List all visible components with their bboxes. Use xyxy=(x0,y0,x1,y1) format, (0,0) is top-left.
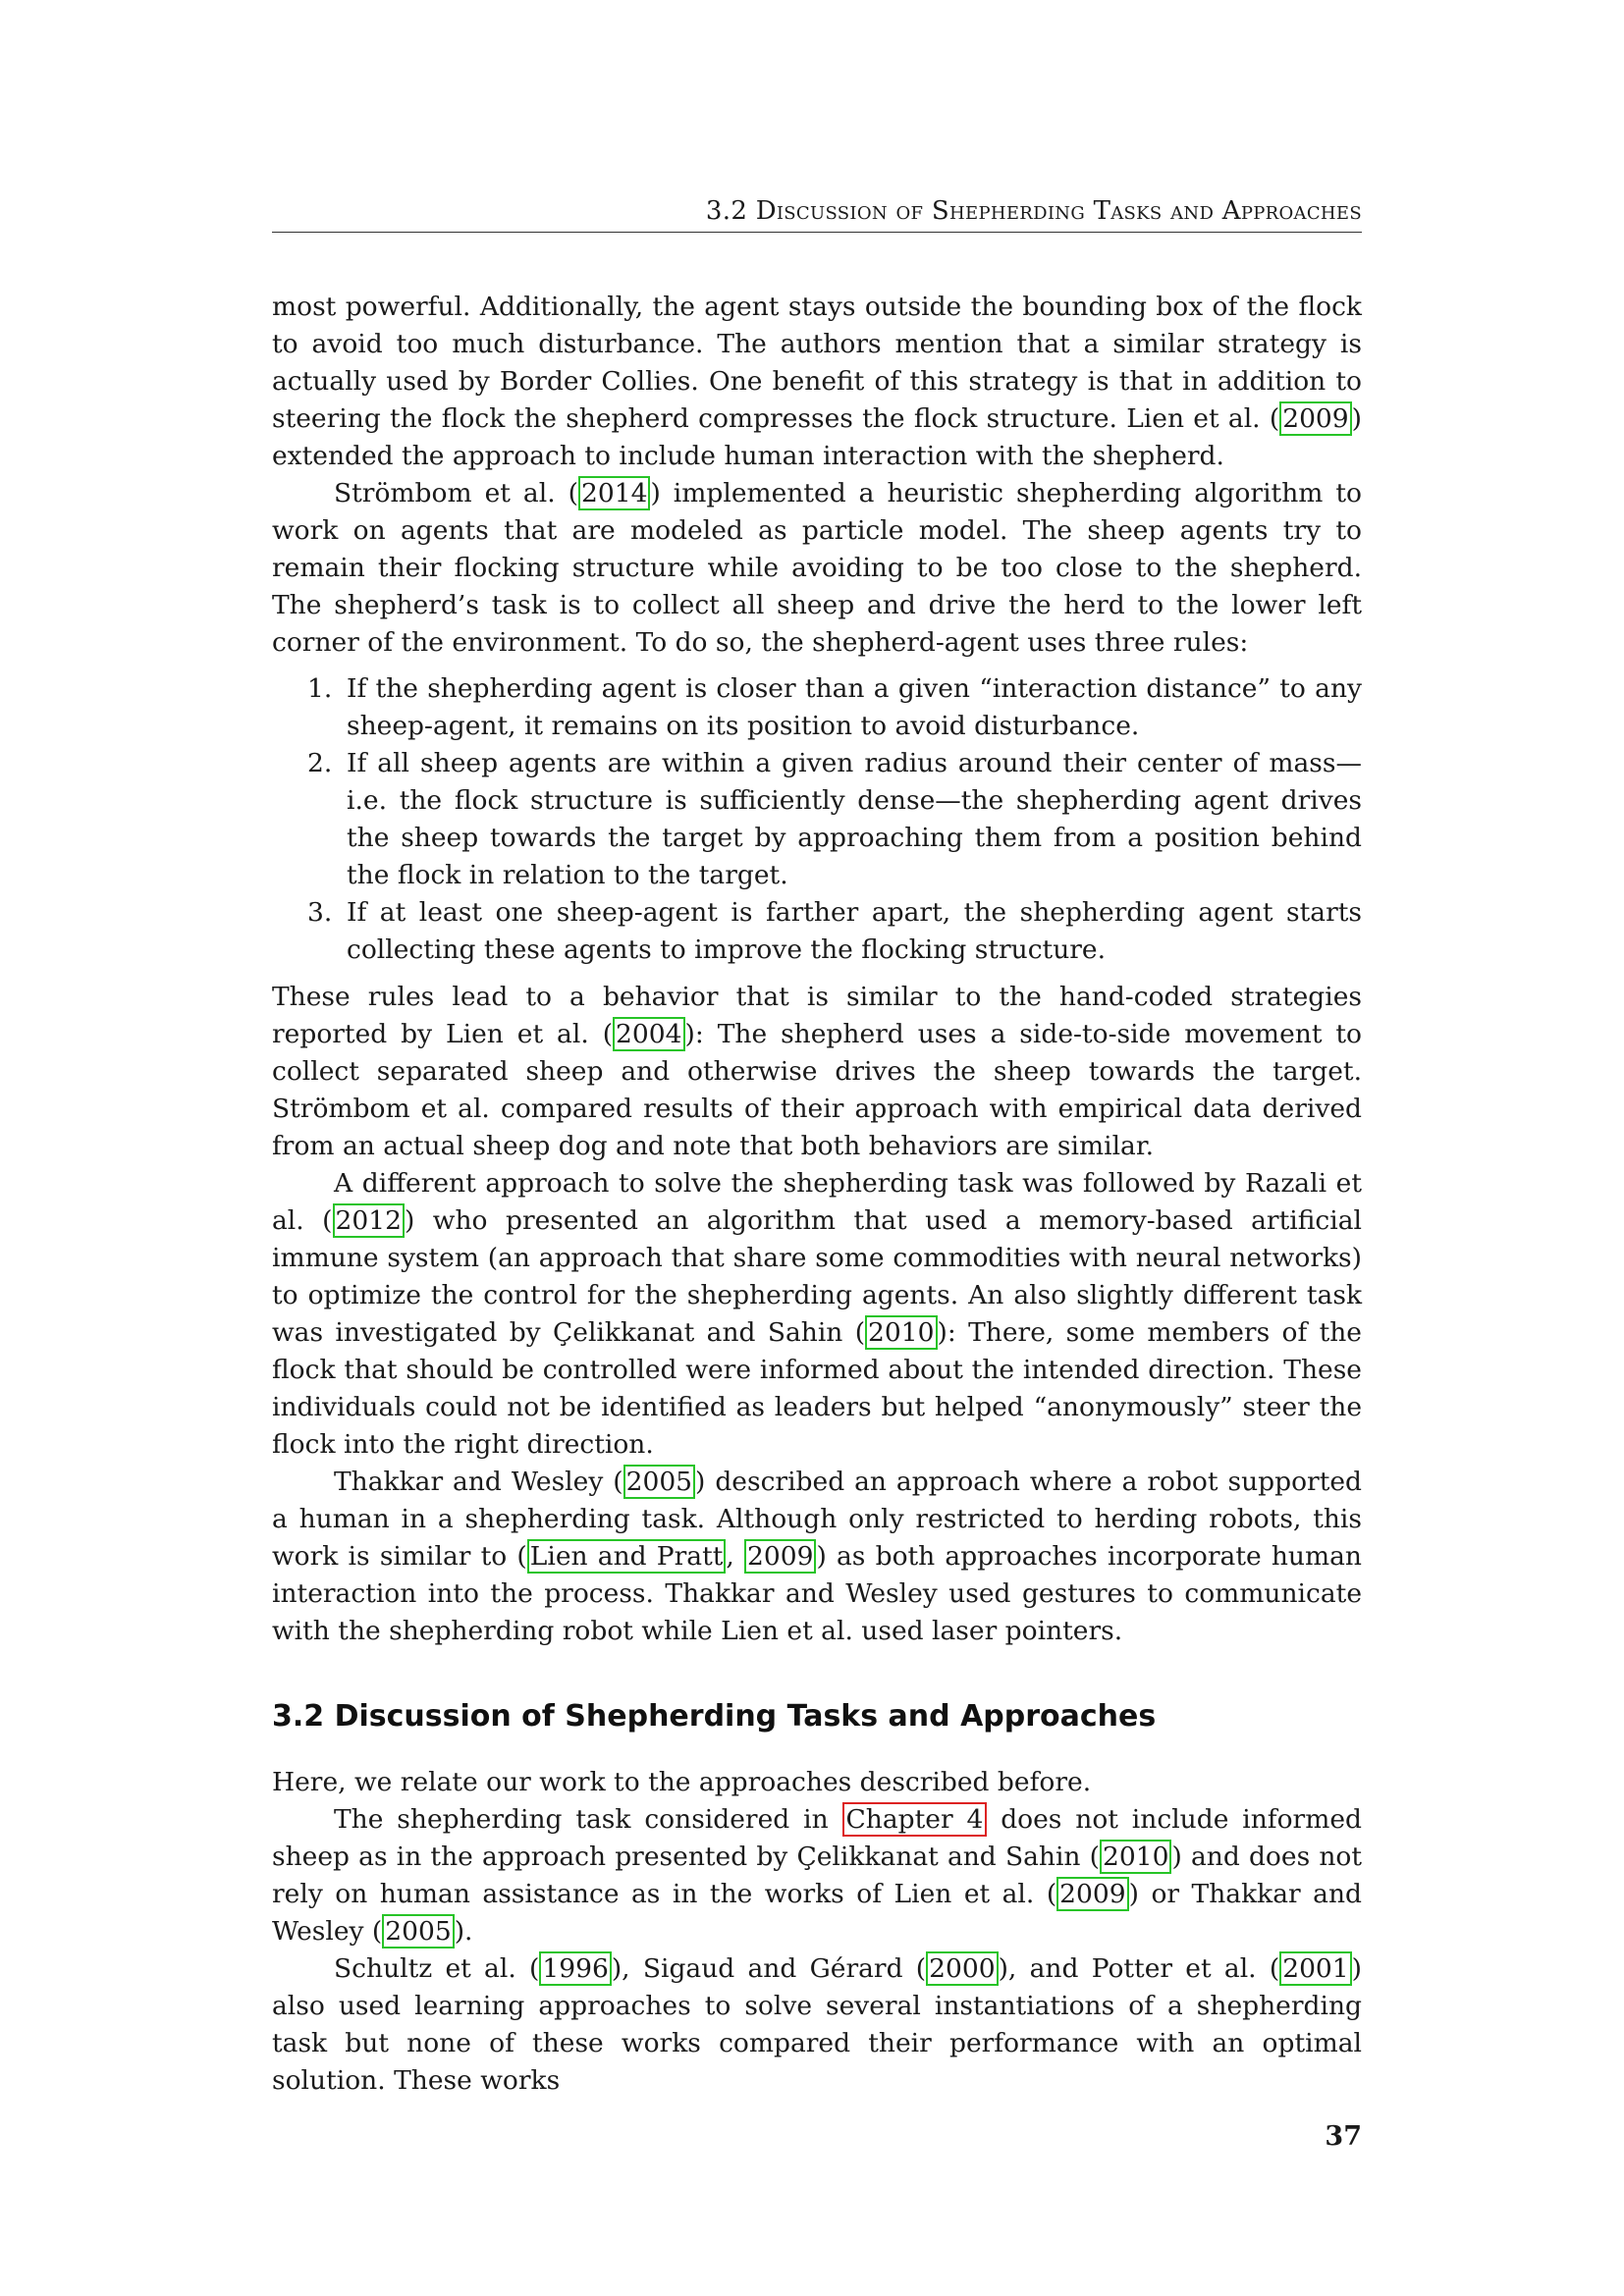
list-item-text: If at least one sheep-agent is farther apart, the shepherding agent starts collecting these agents to improve the flocking structure. xyxy=(347,897,1362,965)
list-item xyxy=(272,745,1362,894)
running-header xyxy=(272,192,1362,233)
paragraph: Schultz et al. ( 1996 ), Sigaud and Gérard ( 2000 ), and Potter et al. ( 2001 ) also used learning approaches to solve several instantiations of a shepherding task but none of these works compared their performance with an optimal solution. These works xyxy=(272,1953,1362,2096)
citation-link[interactable]: 2010 xyxy=(865,1315,937,1350)
list-item xyxy=(272,894,1362,969)
citation-link[interactable]: 2001 xyxy=(1279,1951,1351,1986)
paragraph: The shepherding task considered in Chapter 4 does not include informed sheep as in the approach presented by Çelikkanat and Sahin ( 2010 ) and does not rely on human assistance as in the works of Lien et al. ( 2009 ) or Thakkar and Wesley ( 2005 ). xyxy=(272,1804,1363,1947)
page-body xyxy=(272,289,1362,2100)
rules-list xyxy=(272,670,1362,969)
section-heading: 3.2 Discussion of Shepherding Tasks and Approaches xyxy=(272,1699,1157,1734)
list-item xyxy=(272,670,1362,745)
paragraph: These rules lead to a behavior that is similar to the hand-coded strategies reported by Lien et al. ( 2004 ): The shepherd uses a side-to-side movement to collect separated sheep and otherwise drives the sheep towards the target. Strömbom et al. compared results of their approach with empirical data derived from an actual sheep dog and note that both behaviors are similar. xyxy=(272,982,1363,1161)
citation-link[interactable]: 2005 xyxy=(623,1465,695,1499)
chapter-cross-reference-link[interactable]: Chapter 4 xyxy=(842,1802,988,1837)
paragraph: Here, we relate our work to the approaches described before. xyxy=(272,1767,1092,1797)
citation-link[interactable]: 2014 xyxy=(578,476,650,510)
paragraph: most powerful. Additionally, the agent stays outside the bounding box of the flock to avoid too much disturbance. The authors mention that a similar strategy is actually used by Border Collies. One benefit of this strategy is that in addition to steering the flock the shepherd compresses the flock structure. Lien et al. ( 2009 ) extended the approach to include human interaction with the shepherd. xyxy=(272,292,1362,471)
citation-link[interactable]: 2005 xyxy=(382,1914,454,1949)
paragraph: Strömbom et al. ( 2014 ) implemented a heuristic shepherding algorithm to work on agents that are modeled as particle model. The sheep agents try to remain their flocking structure while avoiding to be too close to the shepherd. The shepherd’s task is to collect all sheep and drive the herd to the lower left corner of the environment. To do so, the shepherd-agent uses three rules: xyxy=(272,478,1362,658)
running-header-title: 3.2 Discussion of Shepherding Tasks and Approaches xyxy=(705,196,1362,226)
citation-link[interactable]: 2004 xyxy=(613,1017,684,1051)
page-number: 37 xyxy=(1325,2121,1362,2152)
citation-link[interactable]: 2009 xyxy=(744,1539,816,1574)
list-item-text: If the shepherding agent is closer than a given “interaction distance” to any sheep-agent, it remains on its position to avoid disturbance. xyxy=(347,673,1362,741)
list-item-text: If all sheep agents are within a given radius around their center of mass—i.e. the flock structure is sufficiently dense—the shepherding agent drives the sheep towards the target by approaching them from a position behind the flock in relation to the target. xyxy=(347,748,1362,890)
citation-link[interactable]: Lien and Pratt xyxy=(527,1539,727,1574)
citation-link[interactable]: 2012 xyxy=(333,1203,405,1238)
citation-link[interactable]: 2000 xyxy=(926,1951,998,1986)
citation-link[interactable]: 2009 xyxy=(1279,401,1351,436)
list-item-number: 3. xyxy=(307,897,333,928)
citation-link[interactable]: 2010 xyxy=(1100,1840,1171,1874)
paragraph: A different approach to solve the shepherding task was followed by Razali et al. ( 2012 ) who presented an algorithm that used a memory-based artificial immune system (an approach that share some commodities with neural networks) to optimize the control for the shepherding agents. An also slightly different task was investigated by Çelikkanat and Sahin ( 2010 ): There, some members of the flock that should be controlled were informed about the intended direction. These individuals could not be identified as leaders but helped “anonymously” steer the flock into the right direction. xyxy=(272,1168,1362,1460)
citation-link[interactable]: 2009 xyxy=(1056,1877,1128,1911)
list-item-number: 2. xyxy=(307,748,333,778)
citation-link[interactable]: 1996 xyxy=(539,1951,611,1986)
paragraph: Thakkar and Wesley ( 2005 ) described an approach where a robot supported a human in a shepherding task. Although only restricted to herding robots, this work is similar to ( Lien and Pratt , 2009 ) as both approaches incorporate human interaction into the process. Thakkar and Wesley used gestures to communicate with the shepherding robot while Lien et al. used laser pointers. xyxy=(272,1467,1362,1646)
list-item-number: 1. xyxy=(307,673,333,704)
